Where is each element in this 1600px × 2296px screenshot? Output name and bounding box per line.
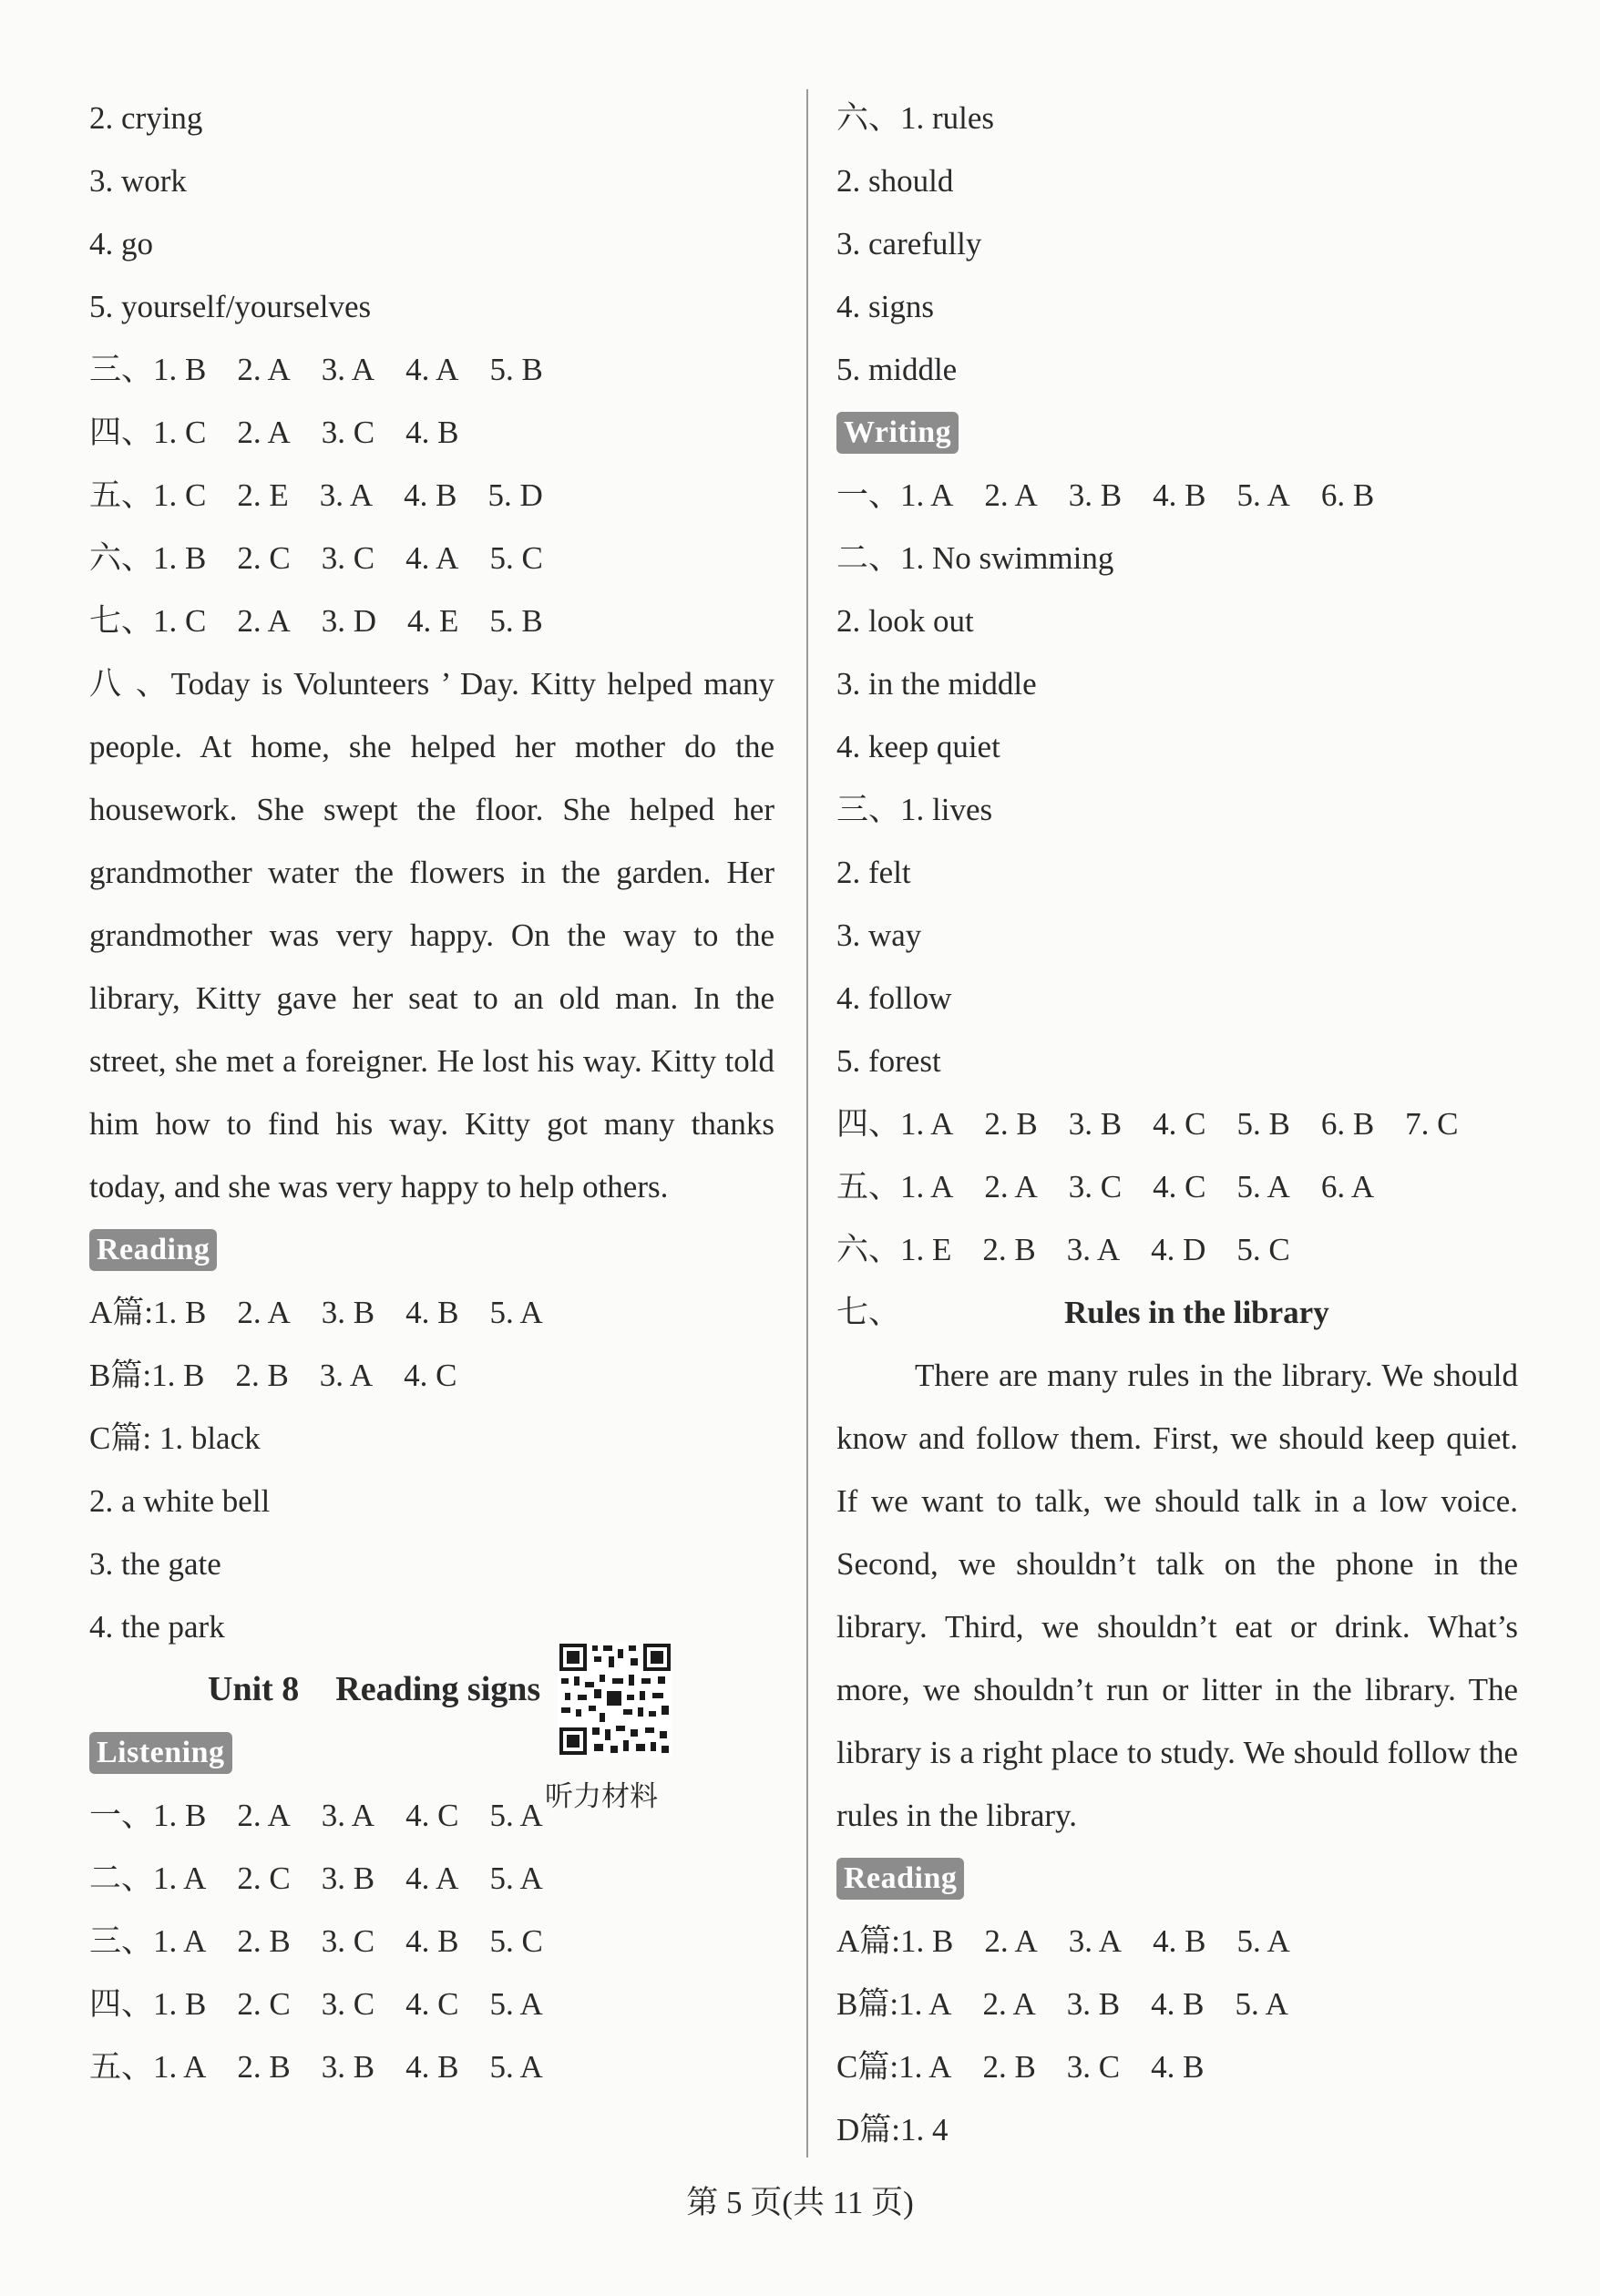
- answer-line: 2. should: [836, 163, 954, 199]
- answer-item: 4. A: [405, 352, 459, 387]
- answer-row: [89, 1973, 774, 2035]
- answer-item: 3. A: [1068, 1923, 1123, 1959]
- answer-item: 5. D: [487, 477, 543, 513]
- unit-number: Unit 8: [208, 1670, 300, 1708]
- answer-row: [836, 1155, 1518, 1218]
- qr-code[interactable]: [545, 1642, 672, 1814]
- answer-item: 5. A: [1236, 477, 1290, 513]
- row-label: 四、: [836, 1106, 901, 1142]
- answer-item: 2. A: [237, 1295, 291, 1330]
- row-label: 六、: [836, 1232, 901, 1267]
- answer-line: 4. keep quiet: [836, 729, 1000, 764]
- answer-item: 5. A: [489, 1798, 543, 1833]
- essay-paragraph: There are many rules in the library. We should know and follow them. First, we should keep quiet. If we want to talk, we should talk in a low voice. Second, we shouldn’t talk on the phone in the library. Third, we shouldn’t eat or drink. What’s more, we shouldn’t run or litter in the library. The library is a right place to study. We should follow the rules in the library.: [836, 1358, 1518, 1833]
- answer-line: 2. look out: [836, 603, 974, 639]
- answer-item: 1. C: [153, 477, 207, 513]
- answer-item: 2. E: [237, 477, 289, 513]
- answer-item: 7. C: [1405, 1106, 1459, 1142]
- answer-item: 4. B: [1151, 2049, 1205, 2085]
- row-label: 四、: [89, 1986, 154, 2022]
- section-number: 七、: [836, 1295, 901, 1330]
- answer-item: 3. C: [321, 1986, 375, 2022]
- answer-item: 1. B: [153, 1295, 207, 1330]
- answer-item: 5. A: [489, 2049, 543, 2085]
- answer-row: [89, 1847, 774, 1910]
- answer-line: 5. forest: [836, 1043, 941, 1079]
- answer-item: 1. B: [153, 540, 207, 576]
- answer-item: 1. C: [153, 603, 207, 639]
- essay-heading: [836, 1281, 1518, 1344]
- answer-item: 2. A: [982, 1986, 1036, 2022]
- answer-item: 2. B: [982, 1232, 1036, 1267]
- essay-paragraph: 八 、Today is Volunteers ’ Day. Kitty helped many people. At home, she helped her mother do the housework. She swept the floor. She helped her grandmother water the flowers in the garden. Her grandmother was very happy. On the way to the library, Kitty gave her seat to an old man. In the street, she met a foreigner. He lost his way. Kitty told him how to find his way. Kitty got many thanks today, and she was very happy to help others.: [89, 666, 774, 1204]
- row-label: 六、: [89, 540, 154, 576]
- answer-item: 1. 4: [900, 2112, 949, 2147]
- reading-badge: Reading: [89, 1229, 217, 1271]
- answer-item: 4. B: [405, 2049, 459, 2085]
- answer-line: 3. carefully: [836, 226, 982, 261]
- answer-item: 2. B: [237, 1923, 291, 1959]
- answer-item: 4. B: [1151, 1986, 1205, 2022]
- answer-item: 1. B: [153, 1798, 207, 1833]
- answer-item: 2. B: [982, 2049, 1036, 2085]
- answer-row: [836, 1218, 1518, 1281]
- qr-caption: 听力材料: [545, 1780, 658, 1813]
- answer-item: 5. B: [489, 603, 543, 639]
- row-label: A篇:: [89, 1295, 154, 1330]
- row-label: 三、: [89, 1923, 154, 1959]
- answer-item: 5. C: [489, 1923, 543, 1959]
- answer-row: [836, 2035, 1518, 2098]
- answer-item: 2. A: [237, 352, 291, 387]
- page-footer: 第 5 页(共 11 页): [686, 2185, 914, 2220]
- answer-line: 3. the gate: [89, 1546, 221, 1582]
- answer-item: 1. A: [153, 1860, 207, 1896]
- answer-row: [836, 1973, 1518, 2035]
- answer-line: 三、1. lives: [836, 792, 993, 827]
- answer-line: 2. felt: [836, 855, 911, 890]
- answer-item: 4. E: [407, 603, 459, 639]
- writing-badge: Writing: [836, 412, 959, 454]
- answer-item: 3. A: [321, 1798, 375, 1833]
- answer-item: 2. C: [237, 1860, 291, 1896]
- answer-item: 1. A: [153, 2049, 207, 2085]
- essay-title: Rules in the library: [1064, 1295, 1329, 1330]
- answer-line: 3. in the middle: [836, 666, 1037, 702]
- answer-item: 2. A: [984, 1169, 1038, 1204]
- answer-item: 2. C: [237, 540, 291, 576]
- answer-item: 4. B: [1153, 477, 1206, 513]
- answer-row: [89, 1910, 774, 1973]
- row-label: B篇:: [836, 1986, 899, 2022]
- answer-line: 2. crying: [89, 100, 203, 136]
- answer-row: [89, 464, 774, 527]
- answer-item: 2. B: [235, 1358, 289, 1393]
- answer-line: 4. go: [89, 226, 153, 261]
- answer-item: 1. A: [898, 1986, 952, 2022]
- column-divider: [806, 89, 808, 2158]
- row-label: 五、: [89, 2049, 154, 2085]
- answer-item: 2. C: [237, 1986, 291, 2022]
- answer-item: 3. B: [1068, 477, 1123, 513]
- section-header: [836, 401, 1518, 464]
- section-header: [836, 1847, 1518, 1910]
- answer-line: 六、1. rules: [836, 100, 995, 136]
- answer-item: 1. B: [151, 1358, 205, 1393]
- listening-badge: Listening: [89, 1732, 232, 1774]
- answer-line: 3. work: [89, 163, 187, 199]
- answer-item: 3. A: [319, 477, 374, 513]
- row-label: 五、: [836, 1169, 901, 1204]
- answer-item: 4. B: [404, 477, 457, 513]
- answer-line: 5. middle: [836, 352, 958, 387]
- unit-name: Reading signs: [335, 1670, 541, 1708]
- answer-line: C篇: 1. black: [89, 1420, 261, 1456]
- answer-item: 3. C: [321, 1923, 375, 1959]
- row-label: D篇:: [836, 2112, 901, 2147]
- answer-item: 1. A: [153, 1923, 207, 1959]
- answer-item: 3. A: [1066, 1232, 1121, 1267]
- answer-row: [836, 464, 1518, 527]
- answer-item: 3. C: [1068, 1169, 1123, 1204]
- answer-item: 5. C: [1236, 1232, 1290, 1267]
- answer-item: 1. B: [153, 1986, 207, 2022]
- row-label: 一、: [836, 477, 901, 513]
- answer-item: 1. A: [900, 1106, 954, 1142]
- answer-item: 3. B: [1066, 1986, 1121, 2022]
- answer-item: 5. A: [1235, 1986, 1288, 2022]
- answer-row: [836, 1910, 1518, 1973]
- row-label: 三、: [89, 352, 154, 387]
- answer-item: 3. B: [321, 1860, 375, 1896]
- answer-item: 1. A: [900, 1169, 954, 1204]
- answer-item: 4. C: [1153, 1169, 1206, 1204]
- answer-line: 4. follow: [836, 980, 952, 1016]
- answer-item: 4. A: [405, 1860, 459, 1896]
- answer-item: 2. A: [984, 477, 1038, 513]
- answer-item: 2. A: [237, 415, 291, 450]
- answer-item: 2. B: [984, 1106, 1038, 1142]
- answer-item: 1. B: [900, 1923, 954, 1959]
- answer-row: [89, 589, 774, 652]
- answer-item: 3. A: [319, 1358, 374, 1393]
- answer-line: 4. the park: [89, 1609, 225, 1645]
- answer-item: 3. C: [321, 540, 375, 576]
- answer-item: 2. A: [984, 1923, 1038, 1959]
- answer-item: 3. C: [321, 415, 375, 450]
- row-label: 七、: [89, 603, 154, 639]
- answer-item: 6. A: [1320, 1169, 1375, 1204]
- answer-row: [89, 527, 774, 589]
- answer-row: [836, 1092, 1518, 1155]
- answer-item: 3. C: [1066, 2049, 1121, 2085]
- answer-line: 4. signs: [836, 289, 934, 324]
- answer-line: 2. a white bell: [89, 1483, 271, 1519]
- answer-item: 4. A: [405, 540, 459, 576]
- row-label: C篇:: [836, 2049, 899, 2085]
- answer-item: 3. D: [321, 603, 377, 639]
- row-label: B篇:: [89, 1358, 152, 1393]
- qr-code-icon: [558, 1642, 672, 1757]
- answer-item: 6. B: [1320, 1106, 1375, 1142]
- answer-row: [89, 1344, 774, 1407]
- answer-item: 5. C: [489, 540, 543, 576]
- answer-item: 1. A: [900, 477, 954, 513]
- answer-item: 4. C: [405, 1798, 459, 1833]
- answer-item: 4. B: [405, 1923, 459, 1959]
- answer-item: 3. B: [1068, 1106, 1123, 1142]
- answer-item: 2. A: [237, 603, 291, 639]
- answer-item: 4. B: [1153, 1923, 1206, 1959]
- row-label: 四、: [89, 415, 154, 450]
- answer-item: 4. C: [1153, 1106, 1206, 1142]
- answer-item: 3. A: [321, 352, 375, 387]
- answer-item: 5. B: [489, 352, 543, 387]
- answer-item: 1. C: [153, 415, 207, 450]
- answer-item: 4. D: [1151, 1232, 1206, 1267]
- reading-badge: Reading: [836, 1858, 964, 1900]
- answer-line: 3. way: [836, 917, 922, 953]
- answer-item: 5. A: [489, 1295, 543, 1330]
- answer-item: 4. C: [405, 1986, 459, 2022]
- answer-item: 2. B: [237, 2049, 291, 2085]
- answer-item: 4. C: [404, 1358, 457, 1393]
- answer-item: 2. A: [237, 1798, 291, 1833]
- answer-row: [836, 2098, 1518, 2161]
- section-header: [89, 1218, 774, 1281]
- answer-item: 6. B: [1320, 477, 1375, 513]
- answer-item: 4. B: [405, 1295, 459, 1330]
- answer-line: 二、1. No swimming: [836, 540, 1114, 576]
- answer-item: 4. B: [405, 415, 459, 450]
- answer-item: 3. B: [321, 1295, 375, 1330]
- answer-item: 1. E: [900, 1232, 952, 1267]
- answer-item: 5. B: [1236, 1106, 1290, 1142]
- answer-item: 5. A: [489, 1860, 543, 1896]
- answer-item: 3. B: [321, 2049, 375, 2085]
- answer-row: [89, 338, 774, 401]
- row-label: A篇:: [836, 1923, 901, 1959]
- row-label: 一、: [89, 1798, 154, 1833]
- answer-line: 5. yourself/yourselves: [89, 289, 372, 324]
- answer-item: 1. A: [898, 2049, 952, 2085]
- right-column: [836, 87, 1518, 2161]
- row-label: 二、: [89, 1860, 154, 1896]
- answer-row: [89, 401, 774, 464]
- answer-item: 5. A: [1236, 1169, 1290, 1204]
- answer-row: [89, 1281, 774, 1344]
- answer-item: 1. B: [153, 352, 207, 387]
- answer-row: [89, 2035, 774, 2098]
- row-label: 五、: [89, 477, 154, 513]
- answer-item: 5. A: [1236, 1923, 1290, 1959]
- answer-item: 5. A: [489, 1986, 543, 2022]
